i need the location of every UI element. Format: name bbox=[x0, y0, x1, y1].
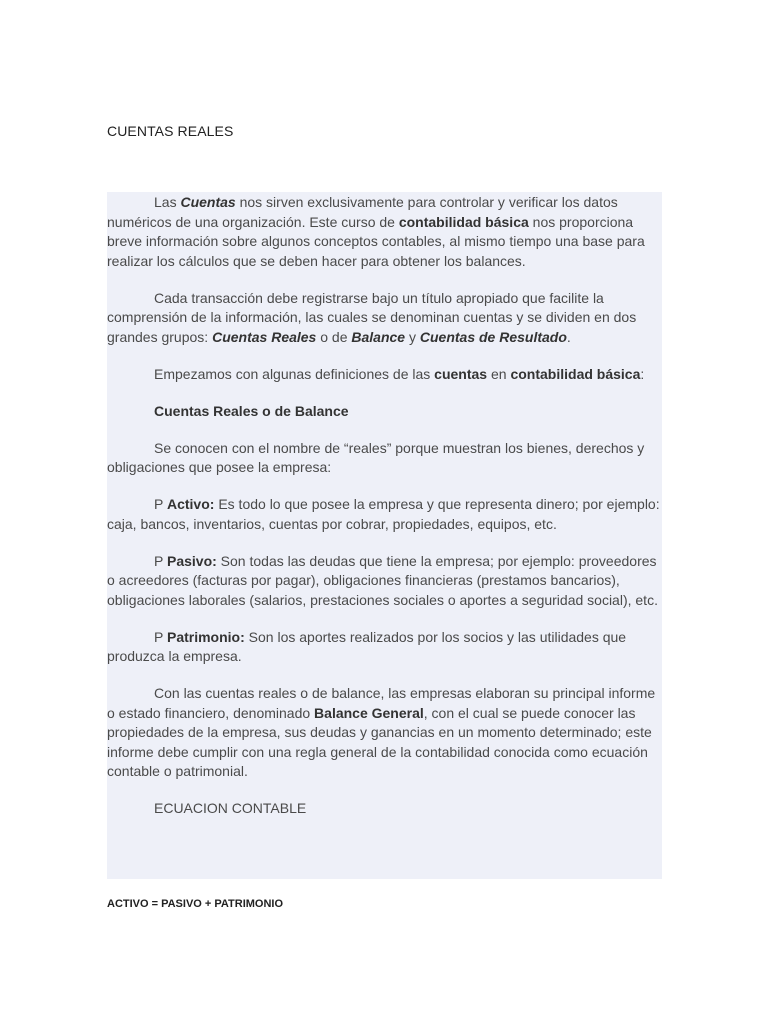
balance-general-paragraph: Con las cuentas reales o de balance, las empresas elaboran su principal informe o estado financiero, denominado Balance General, con el cual se puede conocer las propiedades de la empresa, sus deudas y ganancias en un momento determinado; este informe debe cumplir con una regla general de la contabilidad conocida como ecuación contable o patrimonial. bbox=[107, 685, 656, 779]
section-heading: Cuentas Reales o de Balance bbox=[154, 402, 349, 419]
document-body bbox=[107, 193, 660, 836]
reales-paragraph: Se conocen con el nombre de “reales” porque muestran los bienes, derechos y obligaciones que posee la empresa: bbox=[107, 439, 645, 475]
transaction-paragraph: Cada transacción debe registrarse bajo un título apropiado que facilite la comprensión de la información, las cuales se denominan cuentas y se dividen en dos grandes grupos: Cuentas Reales o de Balance y Cuentas de Resultado. bbox=[107, 289, 637, 345]
activo-paragraph: P Activo: Es todo lo que posee la empresa y que representa dinero; por ejemplo: caja, bancos, inventarios, cuentas por cobrar, propiedades, equipos, etc. bbox=[107, 496, 660, 532]
definitions-intro-paragraph: Empezamos con algunas definiciones de las cuentas en contabilidad básica: bbox=[154, 365, 645, 382]
document-title: CUENTAS REALES bbox=[107, 123, 234, 139]
patrimonio-paragraph: P Patrimonio: Son los aportes realizados por los socios y las utilidades que produzca la empresa. bbox=[107, 628, 627, 664]
intro-paragraph: Las Cuentas nos sirven exclusivamente para controlar y verificar los datos numéricos de una organización. Este curso de contabilidad básica nos proporciona breve información sobre algunos conceptos contables, al mismo tiempo una base para realizar los cálculos que se deben hacer para obtener los balances. bbox=[107, 194, 645, 269]
accounting-equation: ACTIVO = PASIVO + PATRIMONIO bbox=[107, 898, 284, 910]
pasivo-paragraph: P Pasivo: Son todas las deudas que tiene la empresa; por ejemplo: proveedores o acreedores (facturas por pagar), obligaciones financieras (prestamos bancarios), obligaciones laborales (salarios, prestaciones sociales o aportes a seguridad social), etc. bbox=[107, 552, 658, 608]
equation-heading: ECUACION CONTABLE bbox=[154, 800, 307, 816]
